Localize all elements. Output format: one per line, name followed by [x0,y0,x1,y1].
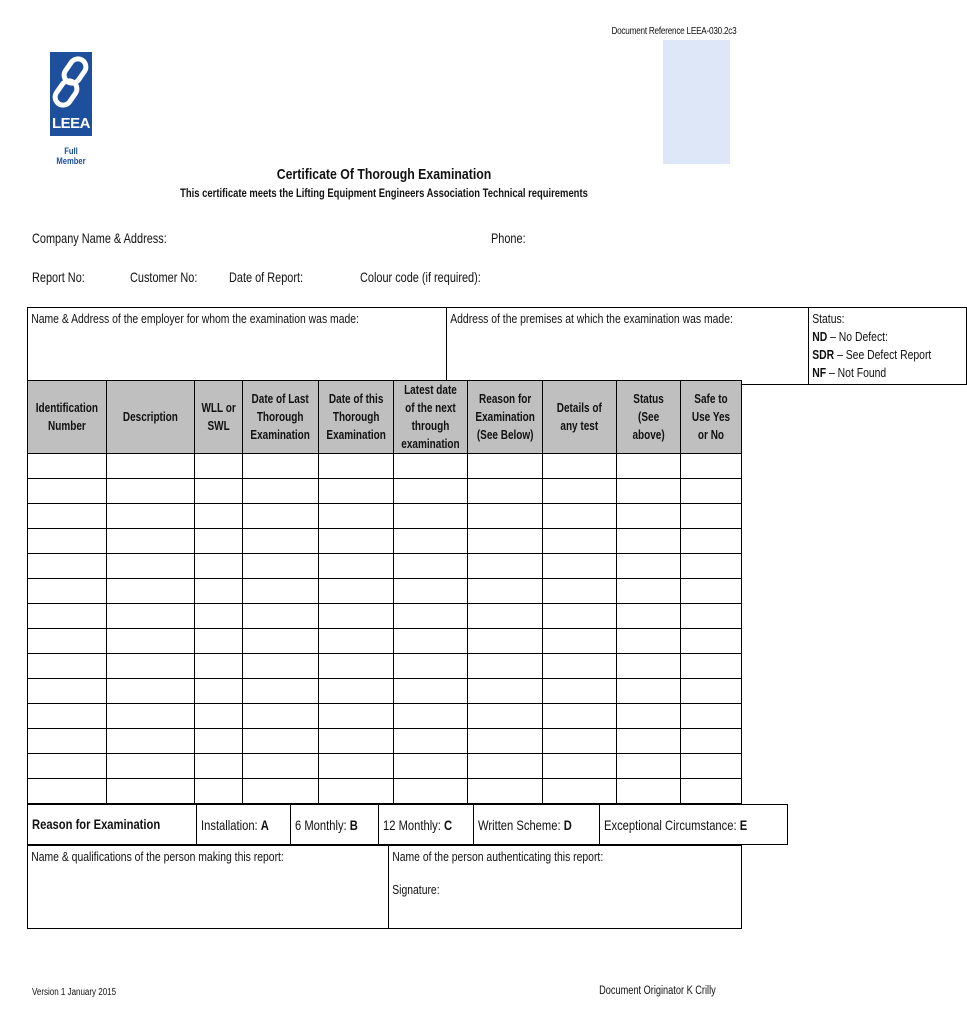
table-cell[interactable] [467,554,542,579]
table-cell[interactable] [195,629,243,654]
equipment-table [27,380,742,804]
table-cell[interactable] [28,454,107,479]
table-cell[interactable] [616,629,680,654]
status-legend-item: SDR – See Defect Report [812,347,932,362]
table-cell[interactable] [195,679,243,704]
table-row [28,629,742,654]
table-cell[interactable] [318,529,393,554]
table-cell[interactable] [394,779,468,804]
table-cell[interactable] [28,779,107,804]
table-cell[interactable] [318,479,393,504]
authenticator-label: Name of the person authenticating this report: [392,849,604,864]
employer-premises-table [27,307,967,385]
table-row [28,779,742,804]
table-cell[interactable] [318,779,393,804]
certificate-title: Certificate Of Thorough Examination [276,166,492,183]
table-cell[interactable] [394,754,468,779]
table-cell[interactable] [318,754,393,779]
table-cell[interactable] [467,629,542,654]
table-cell[interactable] [467,529,542,554]
table-cell[interactable] [243,579,318,604]
table-cell[interactable] [318,679,393,704]
table-cell[interactable] [467,679,542,704]
table-cell[interactable] [106,679,194,704]
reason-option[interactable]: Installation: A [197,805,291,845]
table-cell[interactable] [318,654,393,679]
status-legend [809,308,967,385]
phone-field-label[interactable]: Phone: [491,230,526,246]
table-cell[interactable] [318,729,393,754]
table-cell[interactable] [681,529,742,554]
table-cell[interactable] [243,604,318,629]
table-row [28,679,742,704]
report-author-label: Name & qualifications of the person making this report: [31,849,284,864]
column-header: Description [106,381,194,454]
table-cell[interactable] [616,729,680,754]
table-cell[interactable] [195,504,243,529]
table-row [28,729,742,754]
table-row [28,604,742,629]
reason-option[interactable]: 6 Monthly: B [291,805,379,845]
table-cell[interactable] [394,504,468,529]
table-cell[interactable] [394,479,468,504]
table-cell[interactable] [467,654,542,679]
table-cell[interactable] [195,704,243,729]
table-row [28,579,742,604]
table-cell[interactable] [394,654,468,679]
table-cell[interactable] [681,754,742,779]
table-cell[interactable] [681,579,742,604]
table-cell[interactable] [394,604,468,629]
table-cell[interactable] [467,729,542,754]
status-legend-item: NF – Not Found [812,365,887,380]
table-cell[interactable] [681,729,742,754]
table-cell[interactable] [195,529,243,554]
table-cell[interactable] [28,529,107,554]
table-cell[interactable] [616,454,680,479]
table-cell[interactable] [394,579,468,604]
table-cell[interactable] [28,654,107,679]
originator-footer: Document Originator K Crilly [599,985,716,997]
chain-link-icon [50,54,92,114]
table-cell[interactable] [616,654,680,679]
table-cell[interactable] [243,704,318,729]
equipment-table-body [28,454,742,804]
table-cell[interactable] [195,604,243,629]
column-header: Date of Last Thorough Examination [243,381,318,454]
date-of-report-field-label[interactable]: Date of Report: [229,269,304,285]
table-cell[interactable] [243,779,318,804]
table-cell[interactable] [318,504,393,529]
table-cell[interactable] [681,654,742,679]
table-cell[interactable] [195,729,243,754]
table-cell[interactable] [106,579,194,604]
table-cell[interactable] [394,529,468,554]
table-cell[interactable] [543,779,617,804]
customer-no-field-label[interactable]: Customer No: [130,269,198,285]
table-cell[interactable] [195,654,243,679]
table-cell[interactable] [195,554,243,579]
table-cell[interactable] [28,479,107,504]
table-row [28,754,742,779]
table-cell[interactable] [681,704,742,729]
table-cell[interactable] [543,654,617,679]
table-cell[interactable] [616,754,680,779]
table-cell[interactable] [543,629,617,654]
table-row [28,504,742,529]
table-row [28,654,742,679]
table-cell[interactable] [28,704,107,729]
table-cell[interactable] [394,554,468,579]
status-legend-heading: Status: [812,311,845,326]
table-cell[interactable] [467,479,542,504]
table-cell[interactable] [106,454,194,479]
employer-address-cell[interactable] [28,308,447,385]
version-footer: Version 1 January 2015 [32,987,117,998]
table-cell[interactable] [543,729,617,754]
table-cell[interactable] [616,604,680,629]
table-cell[interactable] [394,729,468,754]
reason-option[interactable]: 12 Monthly: C [378,805,473,845]
table-cell[interactable] [28,679,107,704]
table-cell[interactable] [543,454,617,479]
table-cell[interactable] [543,604,617,629]
column-header: Identification Number [28,381,107,454]
stamp-area [663,40,730,164]
table-cell[interactable] [543,704,617,729]
table-cell[interactable] [106,704,194,729]
table-row [28,479,742,504]
table-cell[interactable] [467,504,542,529]
leea-logo [50,52,92,136]
table-cell[interactable] [616,554,680,579]
table-cell[interactable] [394,704,468,729]
company-field-label[interactable]: Company Name & Address: [32,230,167,246]
table-cell[interactable] [243,654,318,679]
column-header: Reason for Examination (See Below) [467,381,542,454]
logo-wordmark: LEEA [51,115,90,132]
table-cell[interactable] [243,554,318,579]
table-cell[interactable] [106,479,194,504]
table-cell[interactable] [467,704,542,729]
table-cell[interactable] [467,579,542,604]
table-cell[interactable] [681,629,742,654]
table-cell[interactable] [243,504,318,529]
column-header: Status (See above) [616,381,680,454]
table-cell[interactable] [28,579,107,604]
report-no-field-label[interactable]: Report No: [32,269,85,285]
table-cell[interactable] [106,604,194,629]
table-cell[interactable] [318,554,393,579]
table-cell[interactable] [394,679,468,704]
table-cell[interactable] [318,604,393,629]
signoff-table [27,845,742,929]
table-cell[interactable] [616,679,680,704]
reason-option[interactable]: Exceptional Circumstance: E [600,805,788,845]
table-cell[interactable] [195,779,243,804]
full-member-label: Full Member [56,146,86,166]
table-row [28,704,742,729]
table-cell[interactable] [243,754,318,779]
table-cell[interactable] [28,504,107,529]
table-row [28,529,742,554]
table-cell[interactable] [543,579,617,604]
table-cell[interactable] [543,504,617,529]
table-cell[interactable] [243,729,318,754]
column-header: Details of any test [543,381,617,454]
certificate-subtitle: This certificate meets the Lifting Equipment Engineers Association Technical requirements [180,188,588,200]
column-header: WLL or SWL [195,381,243,454]
table-cell[interactable] [681,604,742,629]
premises-address-cell[interactable] [446,308,808,385]
table-cell[interactable] [318,629,393,654]
reason-option[interactable]: Written Scheme: D [474,805,600,845]
signature-label: Signature: [392,882,440,897]
table-cell[interactable] [318,704,393,729]
table-cell[interactable] [243,529,318,554]
table-cell[interactable] [28,554,107,579]
table-cell[interactable] [28,729,107,754]
table-cell[interactable] [543,529,617,554]
table-cell[interactable] [467,779,542,804]
table-cell[interactable] [616,704,680,729]
table-cell[interactable] [318,454,393,479]
column-header: Date of this Thorough Examination [318,381,393,454]
table-cell[interactable] [394,454,468,479]
table-cell[interactable] [106,504,194,529]
table-cell[interactable] [681,479,742,504]
table-cell[interactable] [467,604,542,629]
colour-code-field-label[interactable]: Colour code (if required): [360,269,481,285]
status-legend-item: ND – No Defect: [812,329,888,344]
table-cell[interactable] [28,754,107,779]
reason-label: Reason for Examination [28,805,197,845]
table-cell[interactable] [195,479,243,504]
table-cell[interactable] [195,754,243,779]
table-cell[interactable] [394,629,468,654]
table-cell[interactable] [106,529,194,554]
table-cell[interactable] [616,579,680,604]
table-cell[interactable] [28,629,107,654]
reason-for-examination-row [27,804,788,845]
table-cell[interactable] [543,554,617,579]
column-header: Safe to Use Yes or No [681,381,742,454]
table-cell[interactable] [106,629,194,654]
table-cell[interactable] [467,754,542,779]
table-cell[interactable] [616,779,680,804]
table-cell[interactable] [681,504,742,529]
column-header: Latest date of the next through examination [394,381,468,454]
table-cell[interactable] [106,554,194,579]
report-author-cell[interactable] [28,846,389,929]
table-cell[interactable] [106,654,194,679]
table-cell[interactable] [467,454,542,479]
table-cell[interactable] [106,729,194,754]
table-cell[interactable] [681,554,742,579]
table-cell[interactable] [106,754,194,779]
table-cell[interactable] [106,779,194,804]
table-cell[interactable] [616,529,680,554]
table-cell[interactable] [681,679,742,704]
table-cell[interactable] [543,754,617,779]
table-row [28,454,742,479]
authenticator-cell[interactable] [389,846,742,929]
table-cell[interactable] [681,454,742,479]
document-reference: Document Reference LEEA-030.2c3 [610,26,736,37]
table-cell[interactable] [318,579,393,604]
table-cell[interactable] [195,454,243,479]
table-cell[interactable] [28,604,107,629]
employer-label: Name & Address of the employer for whom the examination was made: [31,311,359,326]
table-cell[interactable] [243,629,318,654]
table-cell[interactable] [243,479,318,504]
table-cell[interactable] [616,504,680,529]
table-row [28,554,742,579]
table-cell[interactable] [243,679,318,704]
premises-label: Address of the premises at which the examination was made: [449,311,733,326]
table-cell[interactable] [616,479,680,504]
table-cell[interactable] [543,479,617,504]
table-cell[interactable] [195,579,243,604]
table-cell[interactable] [543,679,617,704]
table-cell[interactable] [243,454,318,479]
table-cell[interactable] [681,779,742,804]
